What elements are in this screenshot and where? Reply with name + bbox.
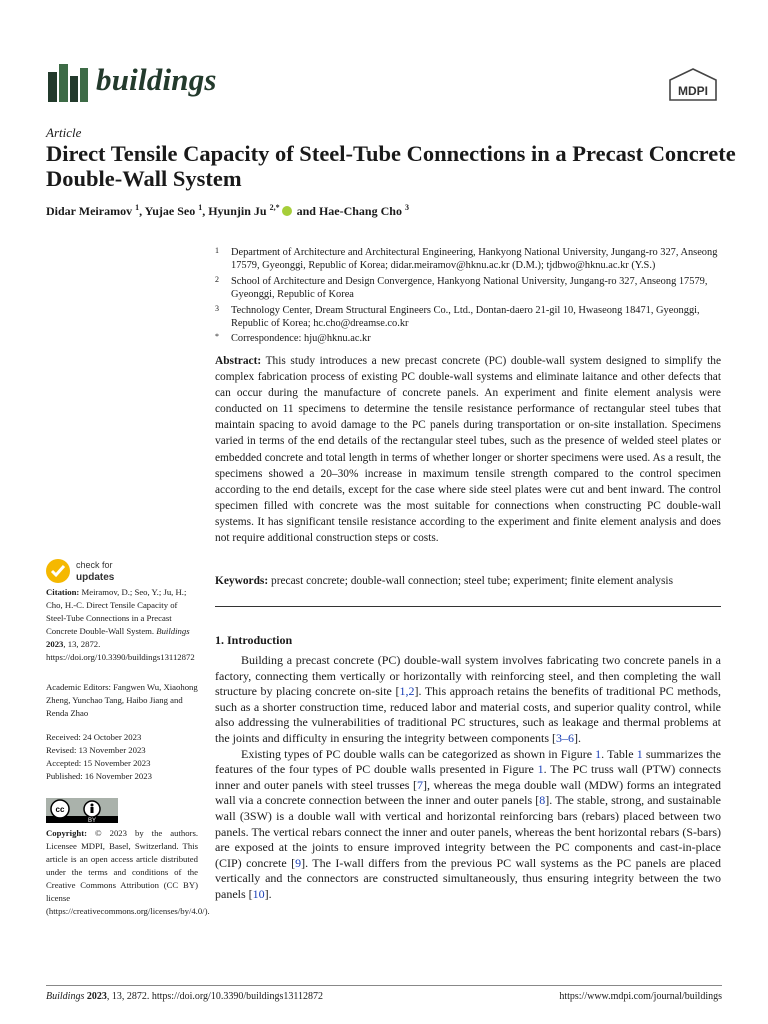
abstract [215,353,721,546]
author-list: Didar Meiramov $^1$, Yujae Seo $^1$, Hyunjin Ju $^{2,*}$ and Hae-Chang Cho $^3$ [46,203,409,218]
orcid-icon[interactable] [282,206,292,216]
author-affil: 2,* [269,203,280,212]
footer-citation: Buildings 2023, 13, 2872. https://doi.org/10.3390/buildings13112872 [46,991,323,1002]
author-name: Hae-Chang Cho [318,204,402,218]
publisher-name: MDPI [678,84,708,98]
divider [215,606,721,607]
check-text: check for [76,560,113,570]
affiliation-item: 2 School of Architecture and Design Convergence, Hankyong National University, Jungang-ro 327, Anseong 17579, Gyeonggi, Republic of Korea [215,274,708,301]
section-heading: 1. Introduction [215,633,293,647]
author-name: Didar Meiramov [46,204,133,218]
author-affil: 3 [404,203,409,212]
author-name: Hyunjin Ju [208,204,267,218]
paper-title: Direct Tensile Capacity of Steel-Tube Connections in a Precast Concrete Double-Wall System [46,141,736,191]
citation-link[interactable]: 8 [539,793,546,808]
affiliation-item: 3 Technology Center, Dream Structural Engineers Co., Ltd., Dontan-daero 21-gil 10, Hwaseong 18471, Gyeonggi, Republic of Korea; hc.cho@dreamse.co.kr [215,303,700,330]
citation-link[interactable]: 1,2 [399,684,415,699]
journal-logo-icon [46,62,90,102]
affiliation-item: * Correspondence: hju@hknu.ac.kr [215,332,371,345]
keywords-label: Keywords: [215,575,269,587]
publication-dates: Received: 24 October 2023 Revised: 13 November 2023 Accepted: 15 November 2023 Published: 16 November 2023 [46,732,152,781]
affiliation-item: 1 Department of Architecture and Architectural Engineering, Hankyong National University, Jungang-ro 327, Anseong 17579, Gyeonggi, Republic of Korea; didar.meiramov@hknu.ac.kr (D.M.); tjdbwo@hknu.ac.kr (Y.S.) [215,246,718,272]
abstract-label: Abstract: [215,355,262,367]
figure-link[interactable]: 1 [595,746,602,761]
abstract-text: This study introduces a new precast concrete (PC) double-wall system designed to simplify the complex fabrication process of existing PC double-wall systems and eliminate laitance and other defects that can occur during the manufacture of concrete panels. An experiment and finite element analysis were conducted on 11 specimens to determine the tensile resistance performance of rectangular steel tubes that maintain spacing to avoid damage to the PC panels during transportation or on-site installation. Specimens varied in terms of the end details of the rectangular steel tubes, such as the presence of welded steel plates or embedded concrete and total length in terms of whether longer or shorter specimens were used. As a result, the specimens showed a 20–30% increase in maximum tensile strength compared to the control specimen according to the end details, except for the case where side steel plates were cut and bent inward. The control specimen filled with concrete was the most suitable for connections when constructing PC double-wall systems. It has significant tensile resistance according to the experiment and finite element analysis and does not require additional construction steps or costs. [215,355,721,545]
citation-link[interactable]: 7 [417,777,423,792]
footer-divider [46,985,722,986]
citation-link[interactable]: 9 [295,855,302,870]
journal-name: buildings [96,62,217,97]
author-affil: 1 [198,203,203,212]
author-name: Yujae Seo [144,204,196,218]
footer-journal-url[interactable]: https://www.mdpi.com/journal/buildings [559,991,722,1002]
citation-link[interactable]: 3–6 [556,730,575,745]
check-text: updates [76,572,115,583]
copyright-notice: Copyright: © 2023 by the authors. Licensee MDPI, Basel, Switzerland. This article is an open access article distributed under the terms and conditions of the Creative Commons Attribution (CC BY) license (https://creativecommons.org/licenses/by/4.0/). [46,828,210,916]
cc-by-label: BY [87,818,97,823]
keywords-text: precast concrete; double-wall connection; steel tube; experiment; finite element analysis [271,575,674,587]
keywords [215,574,721,589]
cc-license-icon[interactable] [46,798,118,823]
paragraph: Existing types of PC double walls can be categorized as shown in Figure 1. Table 1 summarizes the features of the four types of PC double walls presented in Figure 1. The PC truss wall (PTW) connects inner and outer panels with steel trusses [7], whereas the mega double wall (MDW) forms an integrated wall via a concrete connection between the inner and outer panels [8]. The stable, strong, and sustainable wall (3SW) is a double wall with vertical and horizontal reinforcing bars (rebars) placed between two panels. The vertical rebars connect the inner and outer panels, whereas the bent horizontal rebars (S-bars) are exposed at the joints to ensure improved integrity between the PC components and cast-in-place (CIP) concrete [9]. The I-wall differs from the previous PC wall systems as the PC panels are placed vertically and the connectors are constructed simultaneously, thus ensuring integrity between the two panels [10]. [215,746,722,901]
paragraph: Building a precast concrete (PC) double-wall system involves fabricating two concrete panels in a factory, connecting them vertically or horizontally with reinforcing steel, and then completing the wall structure by placing concrete on-site [1,2]. This approach retains the benefits of traditional PC methods, such as a shorter construction time, reduced labor and material costs, and superior quality control, while also addressing the vulnerabilities of traditional PC structures, such as leakage and thermal problems at the joints and difficulty in ensuring the integrity between components [3–6]. [215,653,721,745]
check-for-updates-button[interactable] [44,556,144,586]
svg-text:cc: cc [55,805,65,814]
figure-link[interactable]: 1 [537,762,544,777]
author-affil: 1 [135,203,140,212]
citation-block: Citation: Meiramov, D.; Seo, Y.; Ju, H.; Cho, H.-C. Direct Tensile Capacity of Steel-Tube Connections in a Precast Concrete Double-Wall System. Buildings 2023, 13, 2872. https://doi.org/10.3390/buildings13112872 [46,587,195,662]
mdpi-logo[interactable] [668,68,718,102]
academic-editors: Academic Editors: Fangwen Wu, Xiaohong Zheng, Yunchao Tang, Haibo Jiang and Renda Zhao [46,682,198,718]
citation-link[interactable]: 10 [252,886,265,901]
affiliations [215,246,735,348]
introduction-body [215,653,721,903]
article-type: Article [46,125,82,140]
table-link[interactable]: 1 [636,746,643,761]
